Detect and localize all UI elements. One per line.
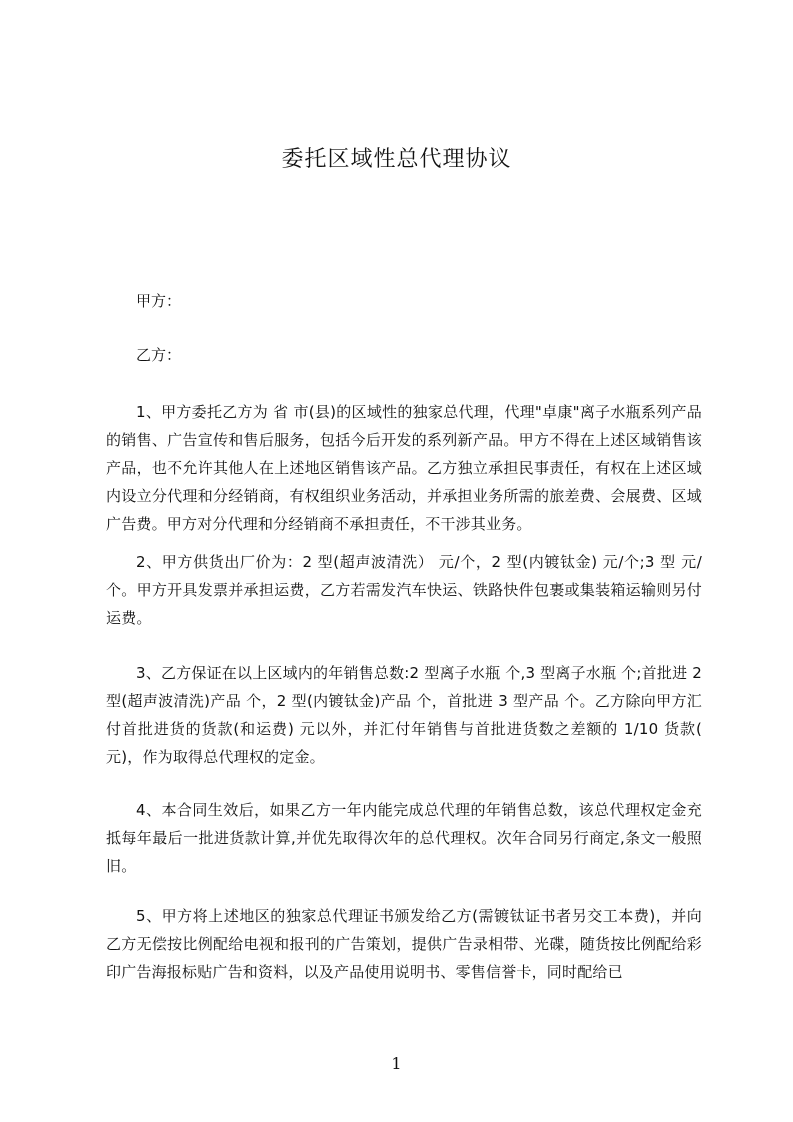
clause-3: 3、乙方保证在以上区域内的年销售总数:2 型离子水瓶 个,3 型离子水瓶 个;首批进 2 型(超声波清洗)产品 个，2 型(内镀钛金)产品 个，首批进 3 型产品 个。乙方除向甲方汇付首批进货的货款(和运费) 元以外，并汇付年销售与首批进货数之差额的 1/10 货款( 元)，作为取得总代理权的定金。 (106, 664, 702, 766)
document-title: 委托区域性总代理协议 (281, 147, 512, 172)
page-number: 1 (391, 1054, 402, 1073)
clause-1: 1、甲方委托乙方为 省 市(县)的区域性的独家总代理，代理"卓康"离子水瓶系列产品的销售、广告宣传和售后服务，包括今后开发的系列新产品。甲方不得在上述区域销售该产品，也不允许其他人在上述地区销售该产品。乙方独立承担民事责任，有权在上述区域内设立分代理和分经销商，有权组织业务活动，并承担业务所需的旅差费、会展费、区域广告费。甲方对分代理和分经销商不承担责任，不干涉其业务。 (106, 403, 702, 533)
party-a-label: 甲方： (136, 292, 182, 310)
clause-2: 2、甲方供货出厂价为：2 型(超声波清洗） 元/个，2 型(内镀钛金) 元/个;3 型 元/个。甲方开具发票并承担运费，乙方若需发汽车快运、铁路快件包裹或集装箱运输则另付运费。 (106, 553, 702, 627)
party-b-label: 乙方： (136, 346, 182, 364)
clause-4: 4、本合同生效后，如果乙方一年内能完成总代理的年销售总数，该总代理权定金充抵每年最后一批进货款计算,并优先取得次年的总代理权。次年合同另行商定,条文一般照旧。 (106, 801, 702, 875)
clause-5: 5、甲方将上述地区的独家总代理证书颁发给乙方(需镀钛证书者另交工本费)，并向乙方无偿按比例配给电视和报刊的广告策划，提供广告录相带、光碟，随货按比例配给彩印广告海报标贴广告和资料，以及产品使用说明书、零售信誉卡，同时配给已 (106, 907, 702, 981)
